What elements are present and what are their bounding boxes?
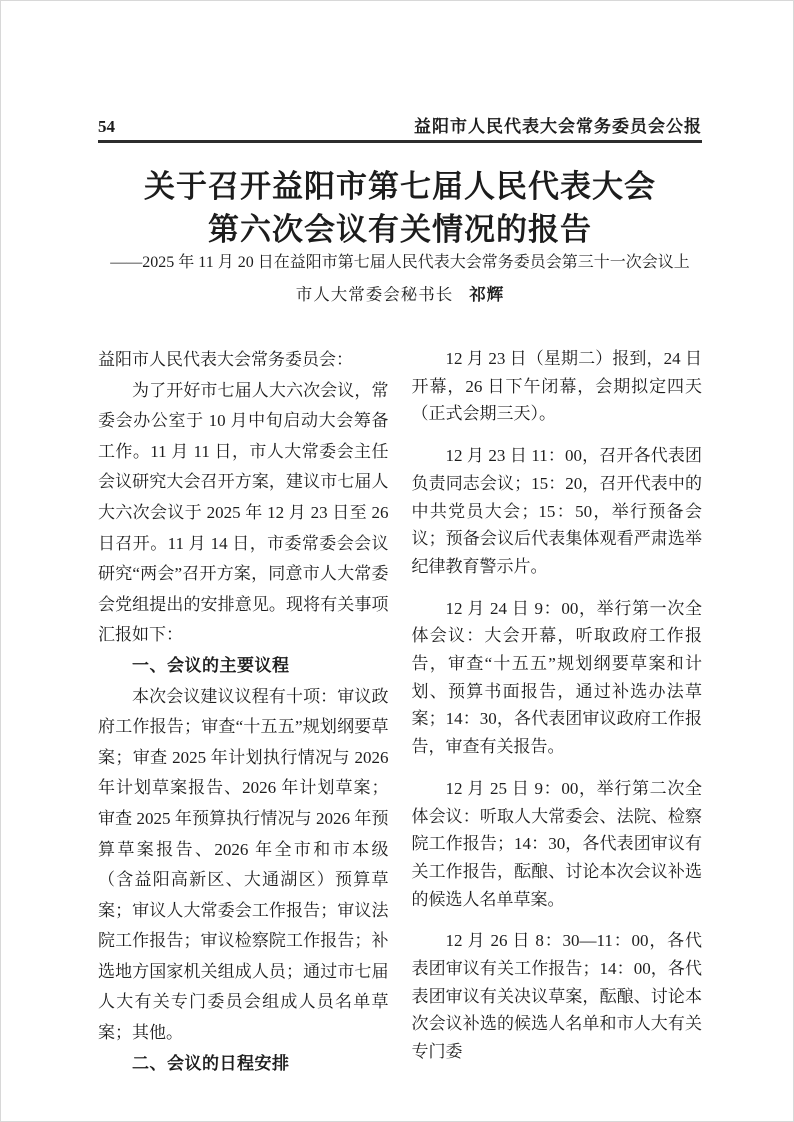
publication-title: 益阳市人民代表大会常务委员会公报 — [414, 117, 702, 136]
paragraph: 12 月 25 日 9：00，举行第二次全体会议：听取人大常委会、法院、检察院工作报告；14：30，各代表团审议有关工作报告，酝酿、讨论本次会议补选的候选人名单草案。 — [411, 778, 702, 909]
left-column — [98, 345, 389, 1080]
page-number: 54 — [98, 117, 115, 136]
article-title-line-1: 关于召开益阳市第七届人民代表大会 — [144, 169, 656, 204]
paragraph: 12 月 24 日 9：00，举行第一次全体会议：大会开幕，听取政府工作报告，审查“十五五”规划纲要草案和计划、预算书面报告，通过补选办法草案；14：30，各代表团审议政府工作报告，审查有关报告。 — [411, 598, 702, 757]
section-heading-2: 二、会议的日程安排 — [132, 1053, 290, 1073]
article-subtitle: ——2025 年 11 月 20 日在益阳市第七届人民代表大会常务委员会第三十一次会议上 — [110, 254, 690, 271]
paragraph: 为了开好市七届人大六次会议，常委会办公室于 10 月中旬启动大会筹备工作。11 月 11 日，市人大常委会主任会议研究大会召开方案，建议市七届人大六次会议于 2025 年 12 月 23 日至 26 日召开。11 月 14 日，市委常委会会议研究“两会”召开方案，同意市人大常委会党组提出的安排意见。现将有关事项汇报如下： — [98, 380, 389, 645]
paragraph: 12 月 23 日（星期二）报到，24 日开幕，26 日下午闭幕，会期拟定四天（正式会期三天）。 — [411, 349, 702, 424]
paragraph: 12 月 26 日 8：30—11：00，各代表团审议有关工作报告；14：00，各代表团审议有关决议草案，酝酿、讨论本次会议补选的候选人名单和市人大有关专门委 — [411, 931, 702, 1062]
byline-role: 市人大常委会秘书长 — [295, 285, 454, 304]
article-title-line-2: 第六次会议有关情况的报告 — [208, 212, 592, 247]
byline — [98, 285, 702, 305]
paragraph: 本次会议建议议程有十项：审议政府工作报告；审查“十五五”规划纲要草案；审查 2025 年计划执行情况与 2026 年计划草案报告、2026 年计划草案；审查 2025 年预算执行情况与 2026 年预算草案报告、2026 年全市和市本级（含益阳高新区、大通湖区）预算草案；审议人大常委会工作报告；审议法院工作报告；审议检察院工作报告；补选地方国家机关组成人员；通过市七届人大有关专门委员会组成人员名单草案；其他。 — [98, 686, 389, 1043]
section-heading-1: 一、会议的主要议程 — [132, 655, 290, 675]
article-body — [98, 345, 702, 1080]
running-head — [98, 112, 702, 143]
byline-author-name: 祁辉 — [469, 286, 505, 304]
article-title — [98, 165, 702, 251]
paragraph: 12 月 23 日 11：00，召开各代表团负责同志会议；15：20，召开代表中的中共党员大会；15：50，举行预备会议；预备会议后代表集体观看严肃选举纪律教育警示片。 — [411, 446, 702, 576]
right-column — [412, 345, 703, 1080]
salutation: 益阳市人民代表大会常务委员会： — [98, 350, 353, 369]
